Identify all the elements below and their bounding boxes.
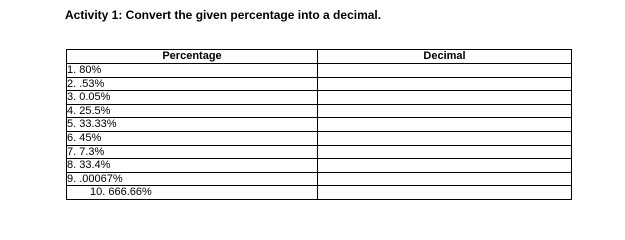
table-row — [67, 118, 572, 132]
table-header-row — [67, 50, 572, 64]
table-row — [67, 91, 572, 105]
decimal-answer-cell[interactable] — [318, 131, 572, 145]
decimal-answer-cell[interactable] — [318, 64, 572, 78]
table-row — [67, 186, 572, 200]
decimal-column-header: Decimal — [318, 50, 572, 64]
table-row — [67, 104, 572, 118]
decimal-answer-cell[interactable] — [318, 77, 572, 91]
decimal-answer-cell[interactable] — [318, 159, 572, 173]
percentage-cell: 10. 666.66% — [67, 186, 318, 200]
table-row — [67, 131, 572, 145]
decimal-answer-cell[interactable] — [318, 186, 572, 200]
decimal-answer-cell[interactable] — [318, 104, 572, 118]
percentage-cell: 9. .00067% — [67, 172, 318, 186]
percentage-cell: 8. 33.4% — [67, 159, 318, 173]
percentage-cell: 5. 33.33% — [67, 118, 318, 132]
percentage-cell: 1. 80% — [67, 64, 318, 78]
table-row — [67, 145, 572, 159]
conversion-table — [66, 49, 572, 200]
percentage-cell: 4. 25.5% — [67, 104, 318, 118]
table-row — [67, 77, 572, 91]
decimal-answer-cell[interactable] — [318, 91, 572, 105]
decimal-answer-cell[interactable] — [318, 118, 572, 132]
table-row — [67, 64, 572, 78]
percentage-cell: 6. 45% — [67, 131, 318, 145]
table-row — [67, 172, 572, 186]
percentage-cell: 3. 0.05% — [67, 91, 318, 105]
table-row — [67, 159, 572, 173]
decimal-answer-cell[interactable] — [318, 145, 572, 159]
decimal-answer-cell[interactable] — [318, 172, 572, 186]
percentage-column-header: Percentage — [67, 50, 318, 64]
percentage-cell: 7. 7.3% — [67, 145, 318, 159]
activity-title: Activity 1: Convert the given percentage into a decimal. — [65, 8, 382, 22]
percentage-cell: 2. .53% — [67, 77, 318, 91]
